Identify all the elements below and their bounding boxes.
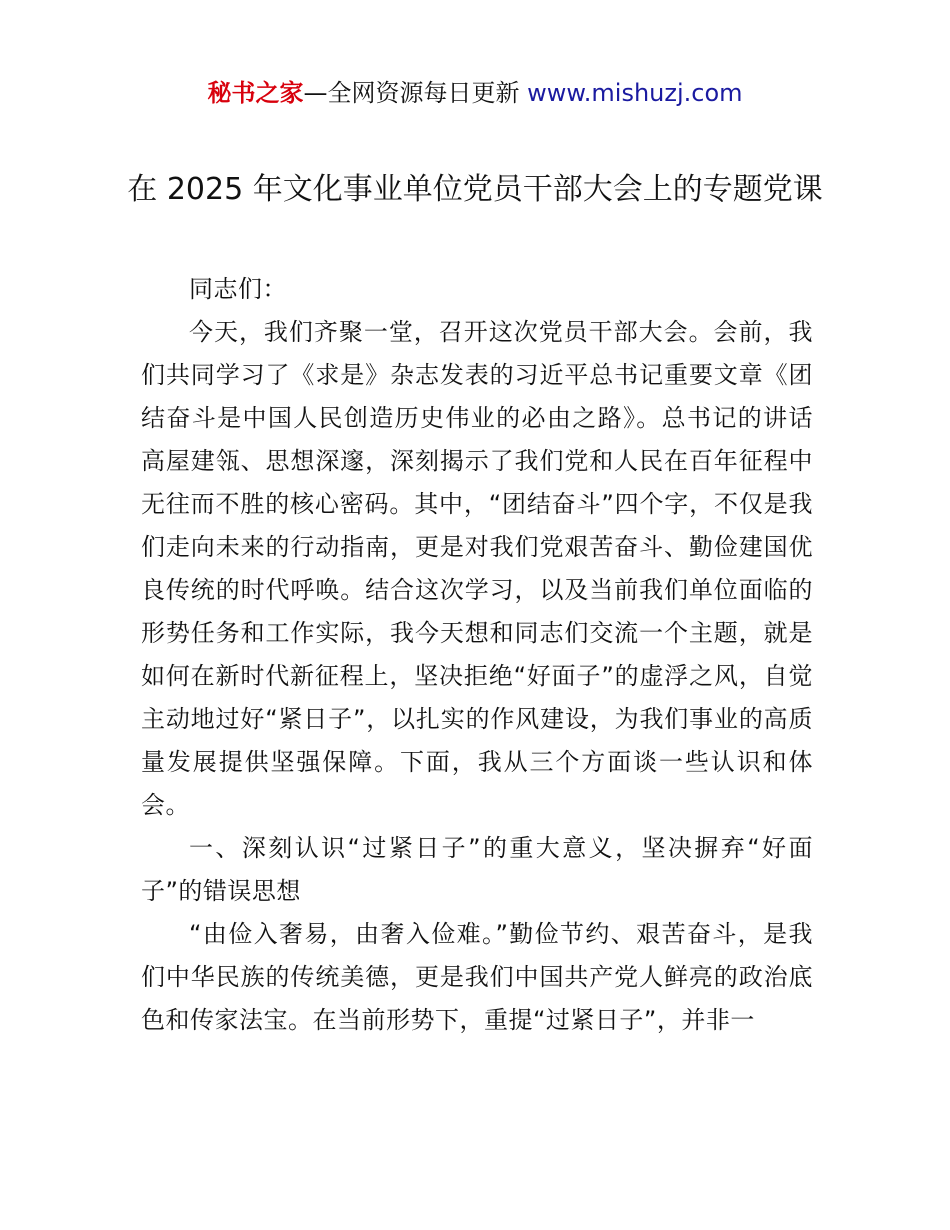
site-url-link[interactable]: www.mishuzj.com	[527, 79, 743, 107]
document-body	[141, 268, 813, 1042]
section-heading-1: 一、深刻认识“过紧日子”的重大意义，坚决摒弃“好面子”的错误思想	[141, 834, 813, 905]
section-1-paragraph: “由俭入奢易，由奢入俭难。”勤俭节约、艰苦奋斗，是我们中华民族的传统美德，更是我们中国共产党人鲜亮的政治底色和传家法宝。在当前形势下，重提“过紧日子”，并非一	[141, 920, 813, 1034]
site-tagline: —全网资源每日更新	[303, 79, 528, 107]
document-title: 在 2025 年文化事业单位党员干部大会上的专题党课	[127, 172, 823, 207]
site-name: 秘书之家	[207, 79, 304, 107]
site-header	[0, 76, 950, 110]
intro-paragraph: 今天，我们齐聚一堂，召开这次党员干部大会。会前，我们共同学习了《求是》杂志发表的习近平总书记重要文章《团结奋斗是中国人民创造历史伟业的必由之路》。总书记的讲话高屋建瓴、思想深邃，深刻揭示了我们党和人民在百年征程中无往而不胜的核心密码。其中，“团结奋斗”四个字，不仅是我们走向未来的行动指南，更是对我们党艰苦奋斗、勤俭建国优良传统的时代呼唤。结合这次学习，以及当前我们单位面临的形势任务和工作实际，我今天想和同志们交流一个主题，就是如何在新时代新征程上，坚决拒绝“好面子”的虚浮之风，自觉主动地过好“紧日子”，以扎实的作风建设，为我们事业的高质量发展提供坚强保障。下面，我从三个方面谈一些认识和体会。	[141, 318, 813, 819]
salutation-paragraph: 同志们：	[189, 275, 287, 303]
